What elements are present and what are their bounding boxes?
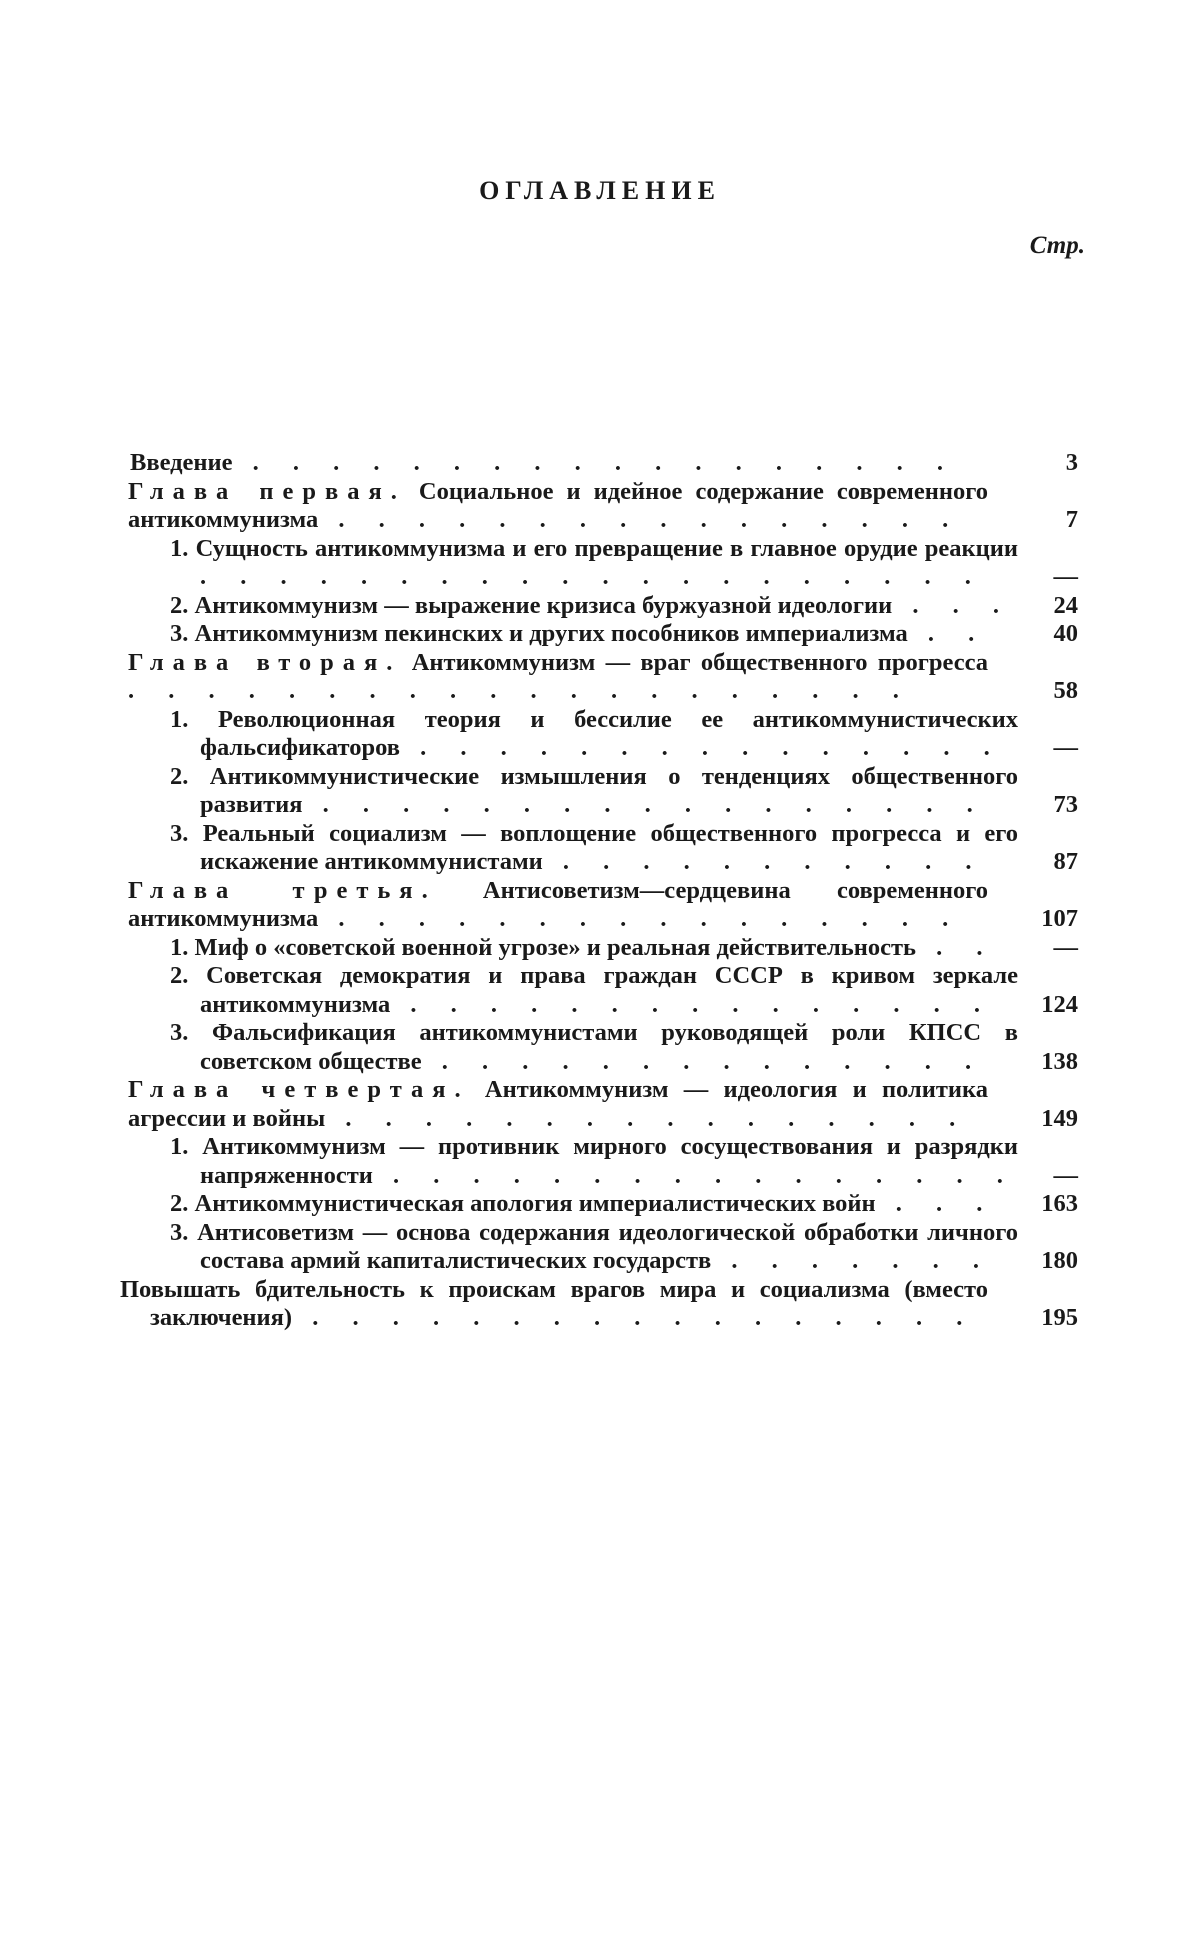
page-number: 87 xyxy=(1053,848,1078,875)
chapter-label: Глава третья. xyxy=(128,876,437,904)
entry-title: Повышать бдительность к проискам врагов мира и социализма (вместо заключения) xyxy=(120,1275,988,1331)
page-number: 138 xyxy=(1041,1047,1078,1075)
page-number: — xyxy=(1053,563,1078,590)
page-number: — xyxy=(1053,933,1078,961)
page-number: 163 xyxy=(1041,1190,1078,1217)
chapter-label: Глава вторая. xyxy=(128,648,402,676)
dot-leader: . . . xyxy=(875,1190,997,1217)
section-number: 1. xyxy=(170,705,189,733)
chapter-label: Глава четвертая. xyxy=(128,1076,470,1103)
toc-entry-section xyxy=(0,1190,1200,1219)
toc-entry-section xyxy=(0,1133,1200,1190)
dot-leader: . . . . . . . . . . . . . . . . . xyxy=(292,1304,977,1331)
toc-entry-section xyxy=(0,592,1200,621)
toc-entry-intro xyxy=(0,449,1200,478)
page-number: 24 xyxy=(1053,591,1078,619)
entry-title: Миф о «советской военной угрозе» и реальная действительность xyxy=(194,933,916,961)
page-number: 40 xyxy=(1053,620,1078,647)
page-number: 107 xyxy=(1041,905,1078,932)
section-number: 1. xyxy=(170,534,189,562)
toc-entry-text xyxy=(128,649,988,706)
dot-leader: . . . . . . . . . . . . . . . . . . . . xyxy=(128,677,913,704)
dot-leader: . . . . . . . . . . . . . . . xyxy=(390,990,994,1018)
toc-entry-text xyxy=(130,763,1018,820)
dot-leader: . . . . . . . . . . . . . . . . xyxy=(318,506,963,533)
toc-entry-section xyxy=(0,620,1200,649)
toc-entry-text xyxy=(130,449,990,478)
table-of-contents xyxy=(0,449,1200,1333)
page-number: 124 xyxy=(1041,990,1078,1018)
page-title: ОГЛАВЛЕНИЕ xyxy=(479,176,721,205)
toc-entry-section xyxy=(0,1019,1200,1076)
dot-leader: . . . . . . . . . . . . . . . . . . xyxy=(232,449,957,476)
toc-entry-text xyxy=(130,962,1018,1019)
toc-entry-chapter xyxy=(0,649,1200,706)
toc-entry-text xyxy=(130,820,1018,877)
toc-entry-text xyxy=(128,877,988,934)
entry-title: Антисоветизм—сердцевина современного антикоммунизма xyxy=(128,876,988,932)
page-number: 195 xyxy=(1041,1304,1078,1331)
page-number: — xyxy=(1053,1161,1078,1189)
dot-leader: . . . . . . . . . . . . . . . xyxy=(400,734,1004,761)
dot-leader: . . . . . . . . . . . . . . . . xyxy=(318,905,963,932)
section-number: 3. xyxy=(170,620,189,647)
chapter-label: Глава первая. xyxy=(128,477,406,505)
toc-entry-final xyxy=(0,1276,1200,1333)
entry-title: Антикоммунизм — враг общественного прогресса xyxy=(411,648,989,676)
dot-leader: . . . . . . . . . . . . . . . . . xyxy=(302,791,987,818)
toc-entry-section xyxy=(0,706,1200,763)
toc-entry-text xyxy=(130,1219,1018,1276)
toc-entry-chapter xyxy=(0,877,1200,934)
entry-title: Революционная теория и бессилие ее антикоммунистических фальсификаторов xyxy=(200,705,1018,761)
dot-leader: . . . . . . . . . . . . . . . . . . . . xyxy=(200,563,985,590)
entry-title: Фальсификация антикоммунистами руководящей роли КПСС в советском обществе xyxy=(200,1019,1018,1075)
page-number: 3 xyxy=(1065,449,1078,476)
toc-entry-text xyxy=(130,535,1018,592)
toc-entry-section xyxy=(0,1219,1200,1276)
dot-leader: . . . . . . . . . . . . . . . . xyxy=(372,1161,1017,1189)
toc-entry-text xyxy=(120,1276,988,1333)
entry-title: Реальный социализм — воплощение общественного прогресса и его искажение антикоммунистами xyxy=(200,819,1019,875)
dot-leader: . . . xyxy=(892,591,1013,619)
dot-leader: . . . . . . . . . . . . . . . . xyxy=(325,1104,970,1132)
toc-entry-section xyxy=(0,934,1200,963)
entry-title: Антикоммунизм — выражение кризиса буржуазной идеологии xyxy=(194,591,893,619)
section-number: 3. xyxy=(170,1019,189,1046)
section-number: 2. xyxy=(170,762,189,790)
page-number: 73 xyxy=(1053,791,1078,818)
toc-entry-text xyxy=(130,1019,1018,1076)
toc-entry-text xyxy=(130,1190,1018,1219)
toc-entry-section xyxy=(0,962,1200,1019)
entry-title: Антикоммунизм — противник мирного сосуществования и разрядки напряженности xyxy=(200,1133,1018,1189)
page-number: 149 xyxy=(1041,1104,1078,1132)
entry-title: Антикоммунизм — идеология и политика агрессии и войны xyxy=(128,1076,988,1132)
section-number: 3. xyxy=(170,1218,189,1246)
section-number: 2. xyxy=(170,1190,189,1217)
dot-leader: . . . . . . . xyxy=(711,1247,993,1274)
section-number: 1. xyxy=(170,933,189,961)
toc-entry-text xyxy=(130,620,1018,649)
entry-title: Социальное и идейное содержание современного антикоммунизма xyxy=(128,477,988,533)
entry-title: Антикоммунистическая апология империалистических войн xyxy=(194,1190,876,1217)
entry-title: Антисоветизм — основа содержания идеологической обработки личного состава армий капиталистических государств xyxy=(197,1218,1018,1274)
dot-leader: . . xyxy=(915,933,997,961)
dot-leader: . . . . . . . . . . . . . . xyxy=(421,1047,986,1075)
toc-entry-text xyxy=(130,934,1018,963)
dot-leader: . . . . . . . . . . . xyxy=(542,848,986,875)
page-number: 58 xyxy=(1053,677,1078,704)
toc-entry-chapter xyxy=(0,1076,1200,1133)
entry-title: Введение xyxy=(130,449,233,476)
toc-entry-section xyxy=(0,535,1200,592)
entry-title: Антикоммунистические измышления о тенденциях общественного развития xyxy=(200,762,1018,818)
entry-title: Советская демократия и права граждан СССР в кривом зеркале антикоммунизма xyxy=(200,962,1018,1018)
section-number: 1. xyxy=(170,1133,189,1160)
entry-title: Антикоммунизм пекинских и других пособников империализма xyxy=(194,620,908,647)
page-number: — xyxy=(1053,734,1078,761)
toc-entry-text xyxy=(130,706,1018,763)
toc-entry-section xyxy=(0,763,1200,820)
page-number: 180 xyxy=(1041,1247,1078,1274)
section-number: 3. xyxy=(170,819,189,847)
dot-leader: . . xyxy=(907,620,989,647)
toc-entry-text xyxy=(128,478,988,535)
toc-entry-section xyxy=(0,820,1200,877)
toc-entry-chapter xyxy=(0,478,1200,535)
toc-entry-text xyxy=(130,592,1018,621)
page-column-header: Стр. xyxy=(1029,232,1085,259)
entry-title: Сущность антикоммунизма и его превращение в главное орудие реакции xyxy=(195,534,1019,562)
toc-entry-text xyxy=(128,1076,988,1133)
section-number: 2. xyxy=(170,591,189,619)
section-number: 2. xyxy=(170,962,189,989)
page-number: 7 xyxy=(1065,506,1078,533)
toc-entry-text xyxy=(130,1133,1018,1190)
